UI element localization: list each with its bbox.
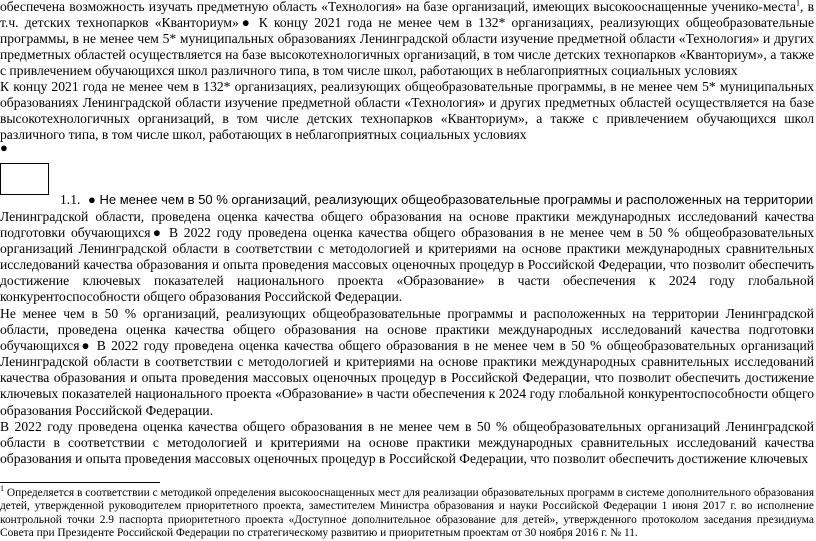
footnote-separator — [0, 482, 160, 483]
paragraph-text: , в т.ч. детских технопарков «Кванториум» — [0, 0, 814, 31]
bullet-icon: ● — [88, 192, 96, 207]
list-item-body — [0, 209, 814, 306]
paragraph-text: В 2022 году проведена оценка качества общего образования в не менее чем в 50 % общеобразовательных организаций Ленинградской области в соответствии с методологией и критериями на основе практики международных сравнительных исследований качества образования и опыта проведения массовых оценочных процедур в Российской Федерации, что позволит обеспечить достижение ключевых показателей национального проекта «Образование» в части обеспечения к 2024 году глобальной конкурентоспособности общего образования Российской Федерации. — [0, 225, 814, 305]
paragraph-quality-assessment — [0, 306, 814, 419]
paragraph-text: обеспечена возможность изучать предметную область «Технология» на базе организаций, имеющих высокооснащенные ученико-места — [0, 0, 796, 14]
paragraph-text: К концу 2021 года не менее чем в 132* организациях, реализующих общеобразовательные программы, в не менее чем 5* муниципальных образованиях Ленинградской области изучение предметной области «Технология» и других предметных областей осуществляется на базе высокотехнологичных организаций, в том числе детских технопарков «Кванториум», а также с привлечением обучающихся школ различного типа, в том числе школ, работающих в неблагоприятных социальных условиях — [0, 15, 814, 79]
bullet-icon: ● — [79, 338, 92, 354]
empty-text-box — [0, 163, 49, 195]
bullet-icon: ● — [238, 15, 253, 31]
paragraph-text: Ленинградской области, проведена оценка качества общего образования на основе практики международных исследований качества подготовки обучающихся — [0, 209, 814, 241]
paragraph-text: В 2022 году проведена оценка качества общего образования в не менее чем в 50 % общеобразовательных организаций Ленинградской области в соответствии с методологией и критериями на основе практики международных сравнительных исследований качества образования и опыта проведения массовых оценочных процедур в Российской Федерации, что позволит обеспечить достижение ключевых показателей национального проекта «Образование» в части обеспечения к 2024 году глобальной конкурентоспособности общего образования Российской Федерации. — [0, 338, 814, 418]
paragraph-2021-target: К концу 2021 года не менее чем в 132* организациях, реализующих общеобразовательные программы, в не менее чем 5* муниципальных образованиях Ленинградской области изучение предметной области «Технология» и других предметных областей осуществляется на базе высокотехнологичных организаций, в том числе детских технопарков «Кванториум», а также с привлечением обучающихся школ различного типа, в том числе школ, работающих в неблагоприятных социальных условиях — [0, 79, 814, 143]
paragraph-2022-assessment: В 2022 году проведена оценка качества общего образования в не менее чем в 50 % общеобразовательных организаций Ленинградской области в соответствии с методологией и критериями на основе практики международных сравнительных исследований качества образования и опыта проведения массовых оценочных процедур в Российской Федерации, что позволит обеспечить достижение ключевых — [0, 419, 814, 467]
footnote-text: Определяется в соответствии с методикой определения высокооснащенных мест для реализации образовательных программ в системе дополнительного образования детей, утвержденной руководителем приоритетного проекта, заместителем Министра образования и науки Российской Федерации 1 июня 2017 г. во исполнение контрольной точки 2.9 паспорта приоритетного проекта «Доступное дополнительное образование для детей», утвержденного протоколом заседания президиума Совета при Президенте Российской Федерации по стратегическому развитию и приоритетным проектам от 30 ноября 2016 г. № 11. — [0, 487, 814, 540]
bullet-icon: ● — [150, 225, 164, 241]
footnote-reference[interactable]: 1 — [795, 0, 800, 8]
footnote — [0, 484, 814, 541]
paragraph-text: Не менее чем в 50 % организаций, реализующих общеобразовательные программы и расположенных на территории Ленинградской области, проведена оценка качества общего образования на основе практики международных исследований качества подготовки обучающихся — [0, 306, 814, 354]
paragraph-technology-access — [0, 0, 814, 79]
list-item-title: ● Не менее чем в 50 % организаций, реализующих общеобразовательные программы и расположенных на территории — [88, 192, 814, 207]
footnote-number: 1 — [0, 484, 4, 494]
list-item-number: 1.1. — [60, 192, 81, 207]
bullet-icon: ● — [0, 140, 8, 155]
